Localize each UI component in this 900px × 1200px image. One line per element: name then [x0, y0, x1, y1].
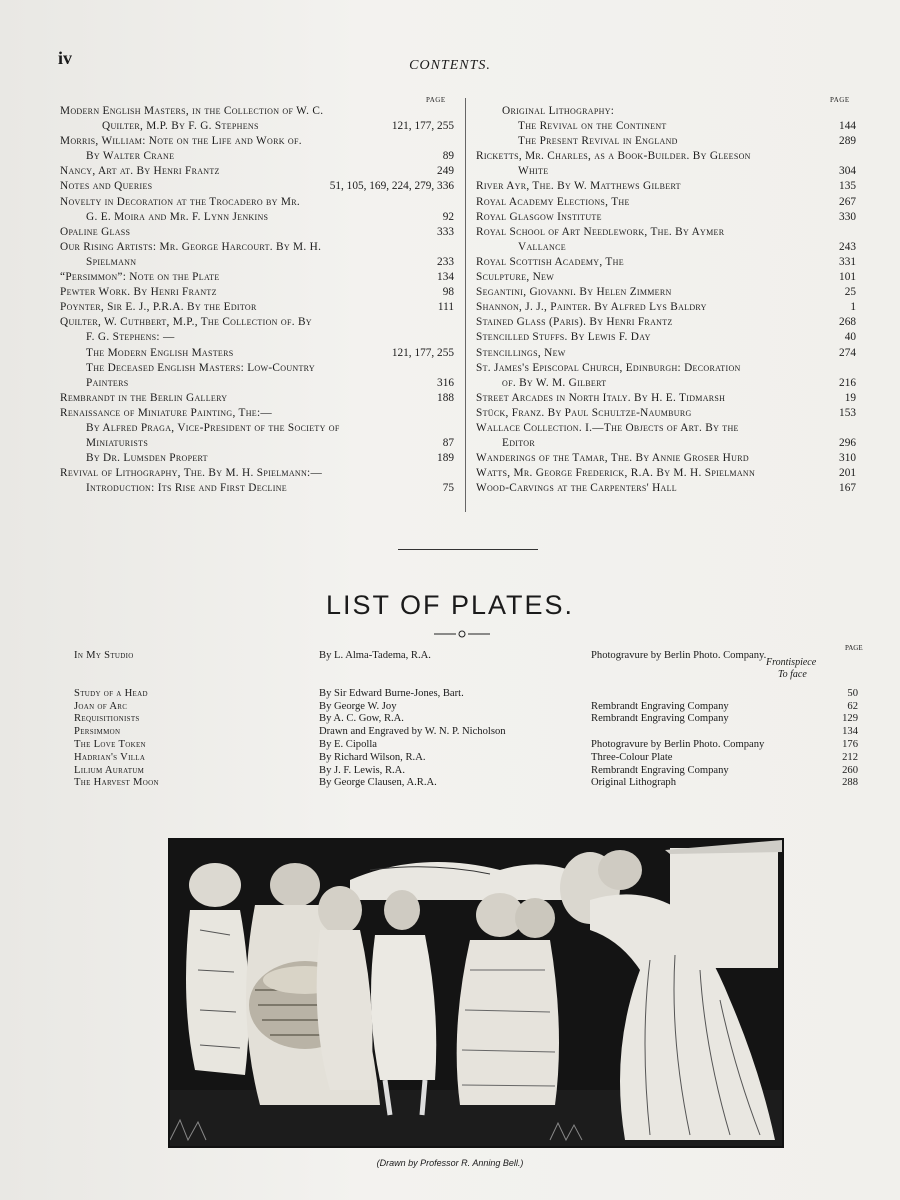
- entry-title: Introduction: Its Rise and First Decline: [86, 482, 287, 495]
- plate-row: [74, 688, 864, 701]
- plate-page: 260: [842, 764, 858, 776]
- plate-row: [74, 765, 864, 778]
- contents-entry: [60, 300, 454, 315]
- contents-entry: [476, 285, 856, 300]
- contents-entry: [476, 481, 856, 496]
- plate-artist: By Richard Wilson, R.A.: [319, 751, 426, 763]
- section-rule: [398, 549, 538, 550]
- contents-entry: [476, 240, 856, 255]
- plates-page-label: PAGE: [845, 644, 863, 652]
- contents-entry: [60, 210, 454, 225]
- entry-title: Opaline Glass: [60, 225, 131, 238]
- entry-title: Street Arcades in North Italy. By H. E. Tidmarsh: [476, 391, 726, 404]
- plate-title: Requisitionists: [74, 713, 140, 725]
- entry-page: 87: [442, 437, 454, 450]
- plate-page: 62: [847, 700, 858, 712]
- contents-entry: [476, 451, 856, 466]
- contents-entry: [476, 119, 856, 134]
- contents-entry: [60, 240, 454, 255]
- contents-entry: [60, 436, 454, 451]
- plate-title: Hadrian's Villa: [74, 751, 146, 763]
- entry-title: River Ayr, The. By W. Matthews Gilbert: [476, 180, 681, 193]
- page-column-label-left: PAGE: [426, 96, 446, 104]
- plate-artist: Drawn and Engraved by W. N. P. Nicholson: [319, 726, 506, 738]
- entry-page: 19: [844, 391, 856, 404]
- illustration: [168, 838, 784, 1148]
- contents-entry: [476, 270, 856, 285]
- contents-entry: [60, 134, 454, 149]
- contents-entry: [476, 225, 856, 240]
- contents-entry: [60, 285, 454, 300]
- contents-entry: [476, 164, 856, 179]
- entry-page: 331: [839, 255, 856, 268]
- entry-page: 249: [437, 165, 454, 178]
- children-well-drawing: [170, 840, 782, 1146]
- plate-row: [74, 752, 864, 765]
- illustration-caption: (Drawn by Professor R. Anning Bell.): [376, 1158, 524, 1168]
- plate-artist: By George Clausen, A.R.A.: [319, 777, 437, 789]
- contents-entry: [60, 119, 454, 134]
- entry-page: 1: [850, 301, 856, 314]
- entry-title: Stencillings, New: [476, 346, 566, 359]
- plate-title: Persimmon: [74, 726, 121, 738]
- entry-page: 274: [839, 346, 856, 359]
- entry-title: The Revival on the Continent: [518, 120, 667, 133]
- plate-row: [74, 701, 864, 714]
- entry-title: of. By W. M. Gilbert: [502, 376, 607, 389]
- entry-page: 135: [839, 180, 856, 193]
- contents-entry: [60, 104, 454, 119]
- plate-title: Lilium Auratum: [74, 764, 145, 776]
- entry-title: By Walter Crane: [86, 150, 175, 163]
- column-divider: [465, 98, 466, 512]
- entry-title: Royal School of Art Needlework, The. By Aymer: [476, 225, 725, 238]
- entry-title: Editor: [502, 437, 535, 450]
- contents-right-column: [476, 104, 856, 496]
- entry-page: 289: [839, 135, 856, 148]
- entry-page: 167: [839, 482, 856, 495]
- entry-page: 216: [839, 376, 856, 389]
- entry-title: White: [518, 165, 549, 178]
- entry-page: 40: [844, 331, 856, 344]
- entry-page: 304: [839, 165, 856, 178]
- contents-entry: [60, 315, 454, 330]
- plates-list: [74, 650, 864, 790]
- contents-entry: [60, 466, 454, 481]
- entry-page: 134: [437, 271, 454, 284]
- entry-title: Revival of Lithography, The. By M. H. Spielmann:—: [60, 467, 323, 480]
- contents-entry: [60, 376, 454, 391]
- contents-entry: [60, 149, 454, 164]
- entry-title: The Present Revival in England: [518, 135, 678, 148]
- contents-entry: [476, 391, 856, 406]
- plate-title: The Harvest Moon: [74, 777, 159, 789]
- frontispiece-label: Frontispiece: [766, 657, 817, 668]
- contents-entry: [60, 346, 454, 361]
- entry-page: 121, 177, 255: [391, 120, 454, 133]
- entry-title: “Persimmon”: Note on the Plate: [60, 271, 220, 284]
- entry-title: Sculpture, New: [476, 271, 555, 284]
- plate-title: In My Studio: [74, 650, 134, 661]
- contents-entry: [476, 255, 856, 270]
- contents-entry: [60, 361, 454, 376]
- plate-engraver: Photogravure by Berlin Photo. Company.: [591, 650, 767, 661]
- entry-title: Notes and Queries: [60, 180, 153, 193]
- contents-entry: [60, 481, 454, 496]
- entry-page: 189: [437, 452, 454, 465]
- contents-entry: [60, 330, 454, 345]
- contents-left-column: [60, 104, 454, 496]
- contents-title: CONTENTS.: [409, 58, 491, 73]
- contents-entry: [476, 134, 856, 149]
- entry-title: Painters: [86, 376, 129, 389]
- contents-entry: [476, 406, 856, 421]
- contents-entry: [476, 330, 856, 345]
- contents-entry: [476, 421, 856, 436]
- entry-page: 310: [839, 452, 856, 465]
- contents-entry: [476, 376, 856, 391]
- plate-title: Joan of Arc: [74, 700, 128, 712]
- contents-entry: [60, 255, 454, 270]
- entry-title: Stück, Franz. By Paul Schultze-Naumburg: [476, 406, 692, 419]
- entry-page: 330: [839, 210, 856, 223]
- contents-entry: [60, 451, 454, 466]
- entry-page: 89: [442, 150, 454, 163]
- contents-entry: [476, 195, 856, 210]
- contents-entry: [476, 466, 856, 481]
- entry-page: 75: [442, 482, 454, 495]
- entry-title: Spielmann: [86, 255, 137, 268]
- plate-engraver: Rembrandt Engraving Company: [591, 713, 729, 725]
- entry-page: 316: [437, 376, 454, 389]
- entry-title: Original Lithography:: [502, 105, 615, 117]
- plate-page: 288: [842, 777, 858, 789]
- entry-title: Shannon, J. J., Painter. By Alfred Lys Baldry: [476, 301, 707, 314]
- entry-title: By Dr. Lumsden Propert: [86, 452, 208, 465]
- entry-page: 101: [839, 271, 856, 284]
- plate-page: 176: [842, 738, 858, 750]
- entry-title: Royal Glasgow Institute: [476, 210, 602, 223]
- entry-title: Wood-Carvings at the Carpenters' Hall: [476, 482, 677, 495]
- entry-page: 333: [437, 225, 454, 238]
- entry-page: 268: [839, 316, 856, 329]
- contents-entry: [476, 210, 856, 225]
- entry-title: Vallance: [518, 240, 566, 253]
- entry-title: Quilter, M.P. By F. G. Stephens: [102, 120, 259, 133]
- plate-engraver: Original Lithograph: [591, 777, 677, 789]
- contents-entry: [476, 436, 856, 451]
- entry-page: 92: [442, 210, 454, 223]
- plate-row: [74, 726, 864, 739]
- entry-title: Renaissance of Miniature Painting, The:—: [60, 406, 272, 419]
- entry-title: Rembrandt in the Berlin Gallery: [60, 391, 228, 404]
- entry-title: Segantini, Giovanni. By Helen Zimmern: [476, 286, 672, 299]
- entry-title: Wanderings of the Tamar, The. By Annie Groser Hurd: [476, 452, 749, 465]
- plate-page: 50: [847, 687, 858, 699]
- entry-title: Poynter, Sir E. J., P.R.A. By the Editor: [60, 301, 257, 314]
- contents-entry: [476, 300, 856, 315]
- plate-artist: By A. C. Gow, R.A.: [319, 713, 404, 725]
- entry-page: 153: [839, 406, 856, 419]
- entry-page: 267: [839, 195, 856, 208]
- entry-title: F. G. Stephens: —: [86, 331, 175, 344]
- contents-entry: [476, 346, 856, 361]
- plate-artist: By Sir Edward Burne-Jones, Bart.: [319, 687, 464, 699]
- plate-title: Study of a Head: [74, 687, 148, 699]
- contents-entry: [476, 149, 856, 164]
- entry-page: 121, 177, 255: [391, 346, 454, 359]
- entry-page: 233: [437, 255, 454, 268]
- entry-title: Ricketts, Mr. Charles, as a Book-Builder. By Gleeson: [476, 150, 751, 163]
- entry-title: Royal Scottish Academy, The: [476, 255, 624, 268]
- plate-artist: By George W. Joy: [319, 700, 397, 712]
- entry-page: 111: [437, 301, 454, 314]
- contents-entry: [60, 164, 454, 179]
- plate-artist: By E. Cipolla: [319, 738, 377, 750]
- entry-title: The Deceased English Masters: Low-Country: [86, 361, 315, 374]
- entry-page: 25: [844, 286, 856, 299]
- entry-title: By Alfred Praga, Vice-President of the Society of: [86, 421, 340, 434]
- page-column-label-right: PAGE: [830, 96, 850, 104]
- entry-title: Novelty in Decoration at the Trocadero by Mr.: [60, 195, 300, 208]
- plate-row: [74, 739, 864, 752]
- plate-engraver: Three-Colour Plate: [591, 751, 673, 763]
- entry-page: 51, 105, 169, 224, 279, 336: [329, 180, 454, 193]
- entry-title: Wallace Collection. I.—The Objects of Art. By the: [476, 421, 739, 434]
- plate-artist: By J. F. Lewis, R.A.: [319, 764, 405, 776]
- entry-page: 144: [839, 120, 856, 133]
- contents-entry: [476, 104, 856, 119]
- contents-entry: [60, 421, 454, 436]
- contents-entry: [476, 361, 856, 376]
- plate-page: 212: [842, 751, 858, 763]
- entry-page: 243: [839, 240, 856, 253]
- page-number: iv: [58, 48, 73, 68]
- plates-title: LIST OF PLATES.: [325, 590, 575, 620]
- entry-title: Pewter Work. By Henri Frantz: [60, 286, 217, 299]
- contents-entry: [476, 315, 856, 330]
- contents-entry: [60, 406, 454, 421]
- contents-entry: [60, 391, 454, 406]
- plate-row: [74, 777, 864, 790]
- entry-title: Stained Glass (Paris). By Henri Frantz: [476, 316, 673, 329]
- entry-title: Our Rising Artists: Mr. George Harcourt. By M. H.: [60, 240, 322, 253]
- entry-title: The Modern English Masters: [86, 346, 234, 359]
- entry-title: Stencilled Stuffs. By Lewis F. Day: [476, 331, 651, 344]
- plate-engraver: Rembrandt Engraving Company: [591, 700, 729, 712]
- entry-title: Modern English Masters, in the Collection of W. C.: [60, 105, 324, 117]
- contents-entry: [60, 195, 454, 210]
- plate-row: [74, 713, 864, 726]
- ornament-icon: [432, 629, 492, 639]
- contents-entry: [60, 270, 454, 285]
- entry-title: G. E. Moira and Mr. F. Lynn Jenkins: [86, 210, 269, 223]
- plate-title: The Love Token: [74, 738, 146, 750]
- entry-page: 98: [442, 286, 454, 299]
- entry-title: Royal Academy Elections, The: [476, 195, 630, 208]
- plate-page: 129: [842, 713, 858, 725]
- entry-title: Morris, William: Note on the Life and Work of.: [60, 135, 302, 148]
- entry-title: Watts, Mr. George Frederick, R.A. By M. H. Spielmann: [476, 467, 756, 480]
- entry-title: Nancy, Art at. By Henri Frantz: [60, 165, 220, 178]
- plate-artist: By L. Alma-Tadema, R.A.: [319, 650, 431, 661]
- entry-page: 296: [839, 437, 856, 450]
- entry-title: Quilter, W. Cuthbert, M.P., The Collection of. By: [60, 316, 312, 329]
- to-face-label: To face: [778, 669, 807, 680]
- plate-row: [74, 650, 864, 663]
- entry-page: 188: [437, 391, 454, 404]
- entry-title: Miniaturists: [86, 437, 149, 450]
- plate-engraver: Photogravure by Berlin Photo. Company: [591, 738, 765, 750]
- contents-entry: [476, 179, 856, 194]
- contents-entry: [60, 225, 454, 240]
- contents-entry: [60, 179, 454, 194]
- entry-page: 201: [839, 467, 856, 480]
- entry-title: St. James's Episcopal Church, Edinburgh: Decoration: [476, 361, 741, 374]
- plate-page: 134: [842, 726, 858, 738]
- plate-engraver: Rembrandt Engraving Company: [591, 764, 729, 776]
